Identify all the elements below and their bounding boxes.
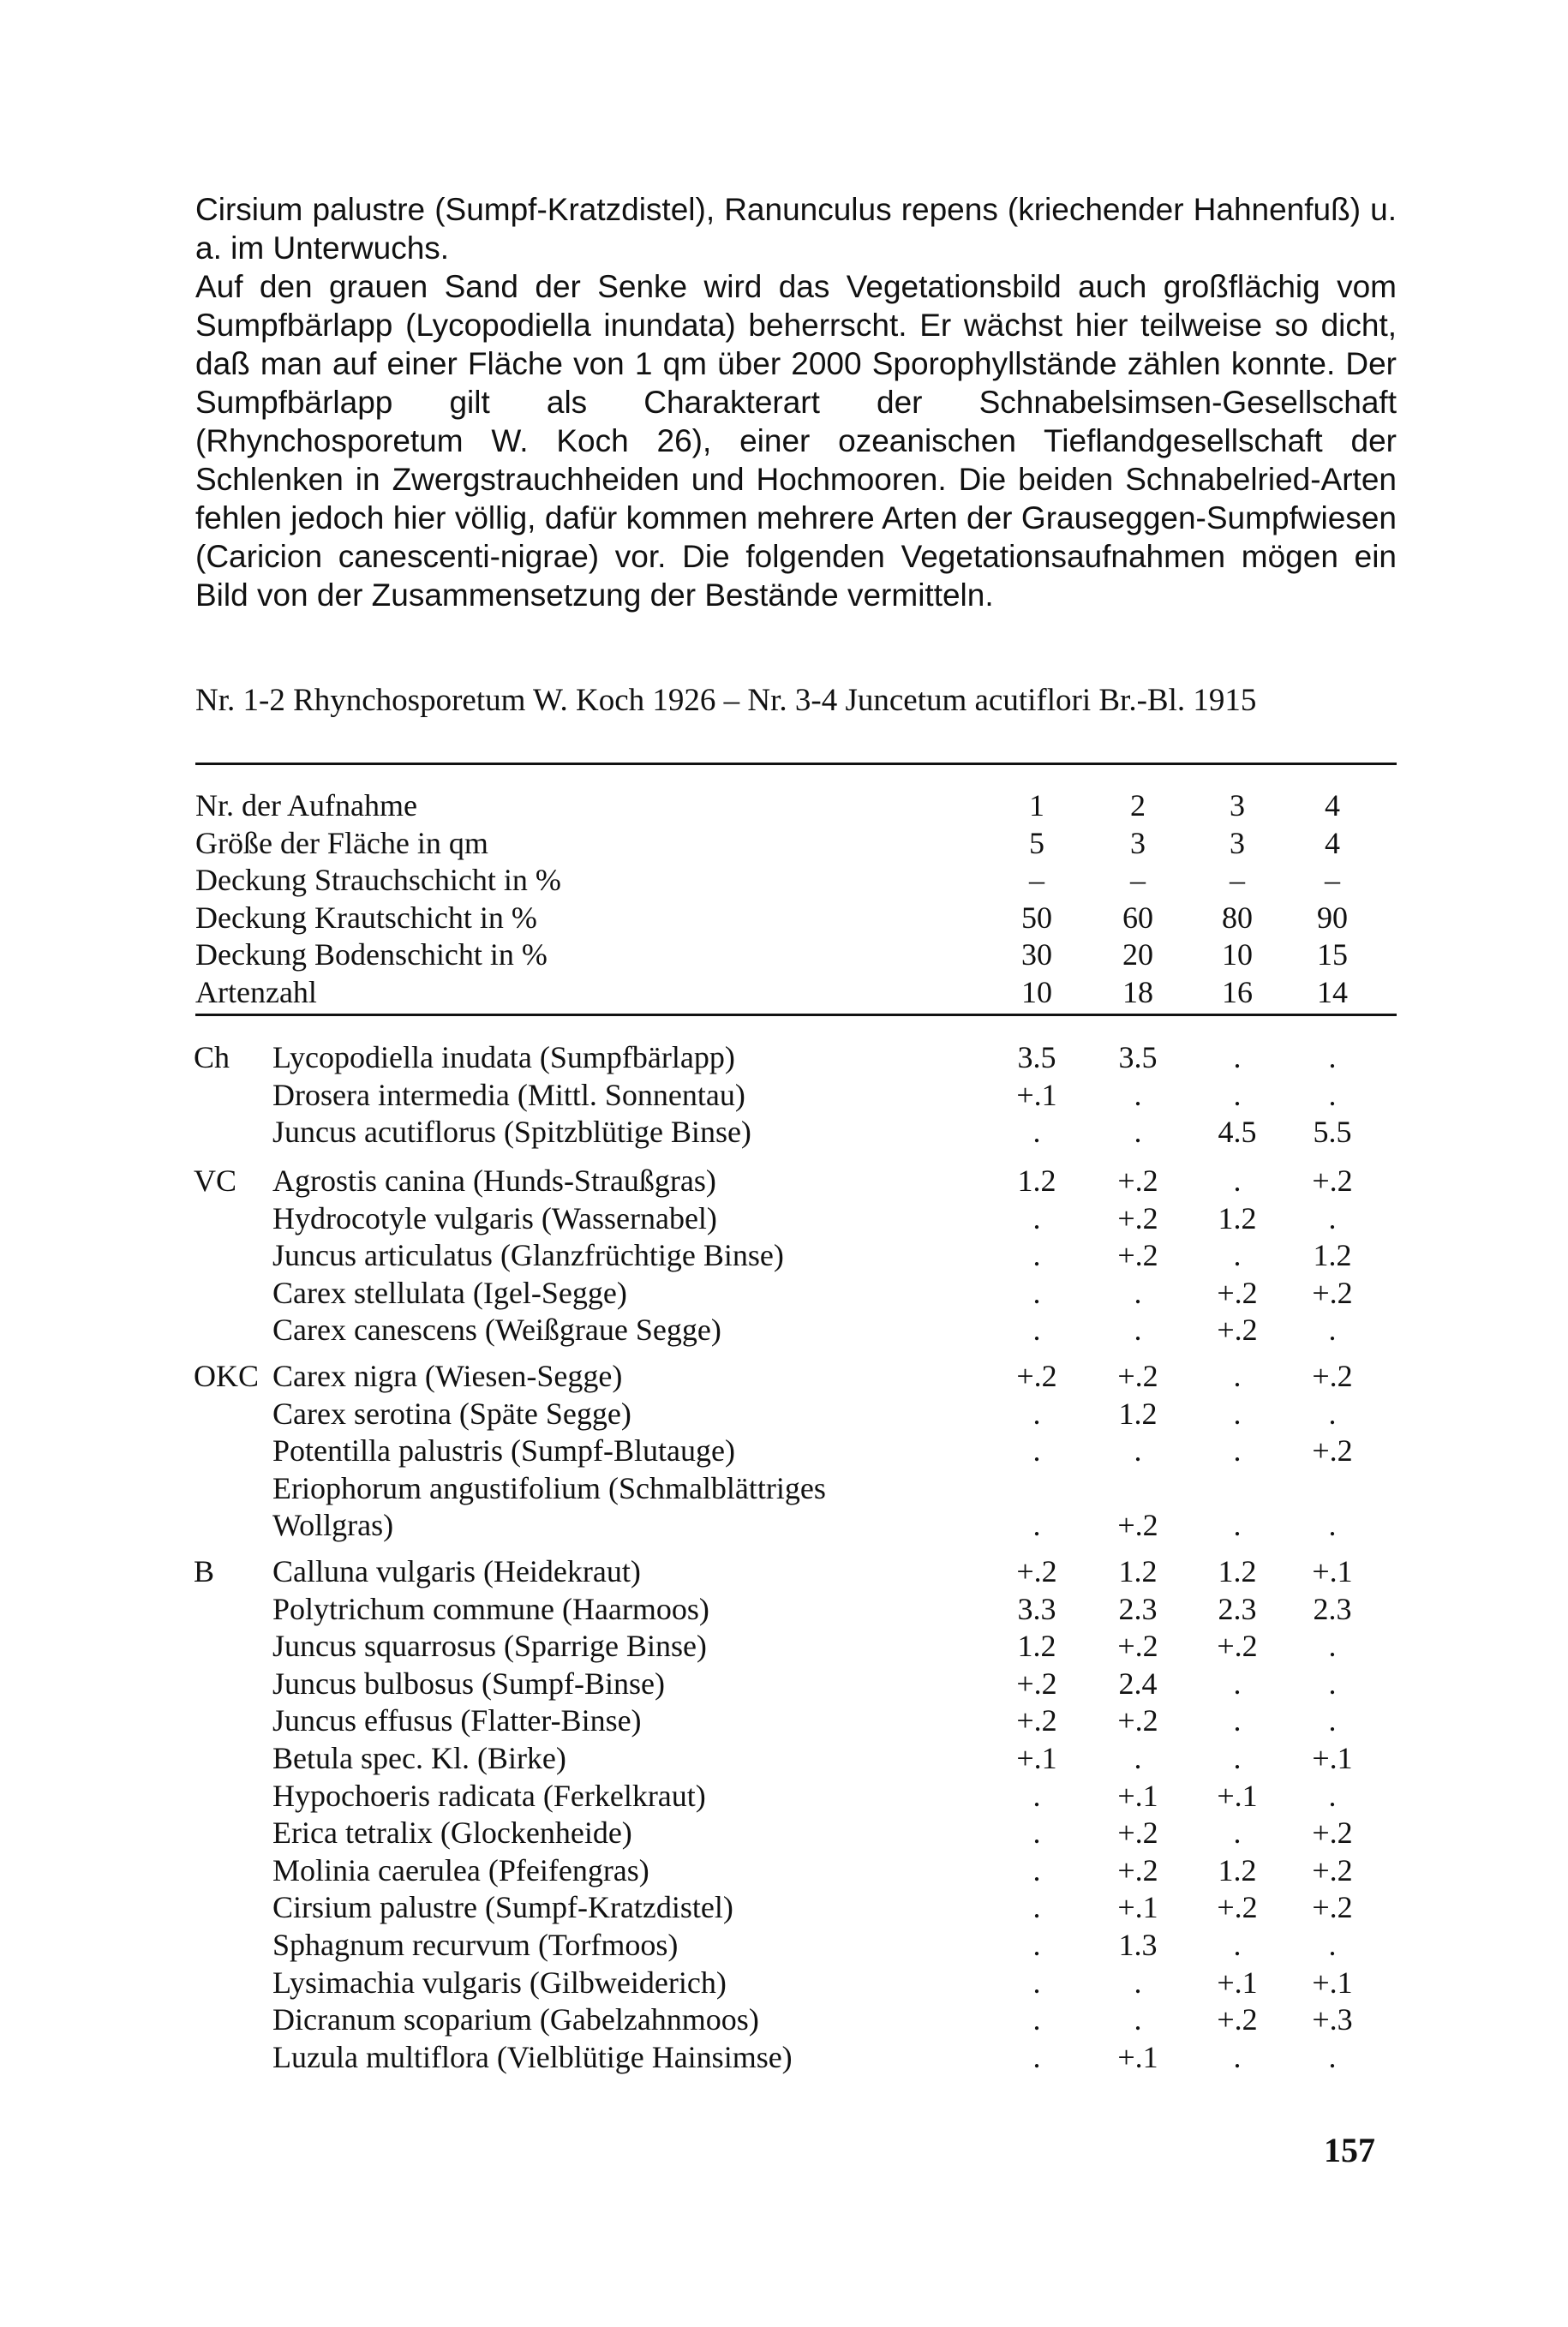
cover-value: 3.3 [1017, 1591, 1056, 1626]
header-label: Größe der Fläche in qm [195, 825, 488, 860]
header-value: 10 [1021, 974, 1052, 1009]
species-row [0, 1395, 1568, 1433]
cover-value: . [1328, 1200, 1337, 1235]
cover-value: . [1032, 1928, 1041, 1962]
cover-value: . [1032, 1396, 1041, 1431]
species-name: Lysimachia vulgaris (Gilbweiderich) [272, 1965, 727, 2000]
cover-value: 1.2 [1313, 1238, 1352, 1273]
cover-value: . [1328, 1928, 1337, 1962]
cover-value: +.2 [1016, 1703, 1057, 1738]
cover-value: . [1032, 1778, 1041, 1813]
header-value: – [1230, 863, 1245, 897]
species-name: Cirsium palustre (Sumpf-Kratzdistel) [272, 1890, 733, 1925]
species-name: Hydrocotyle vulgaris (Wassernabel) [272, 1200, 717, 1235]
header-value: 90 [1317, 900, 1348, 935]
cover-value: . [1328, 1703, 1337, 1738]
species-row [0, 1590, 1568, 1628]
group-code: B [194, 1554, 215, 1588]
cover-value: 2.3 [1313, 1591, 1352, 1626]
cover-value: . [1032, 1852, 1041, 1887]
cover-value: . [1233, 1433, 1242, 1469]
species-row [0, 1311, 1568, 1349]
cover-value: 1.2 [1218, 1852, 1257, 1887]
cover-value: +.2 [1217, 1313, 1258, 1348]
cover-value: +.1 [1117, 1890, 1158, 1925]
cover-value: 1.2 [1017, 1164, 1056, 1198]
cover-value: +.2 [1312, 1359, 1353, 1393]
cover-value: +.2 [1117, 1238, 1158, 1273]
cover-value: . [1233, 1666, 1242, 1701]
header-value: 3 [1130, 825, 1146, 860]
cover-value: . [1233, 1040, 1242, 1074]
header-value: 1 [1029, 788, 1044, 823]
species-row [0, 1627, 1568, 1665]
species-name: Agrostis canina (Hunds-Straußgras) [272, 1164, 716, 1198]
species-row [0, 1469, 1568, 1507]
species-row [0, 1888, 1568, 1926]
species-name: Eriophorum angustifolium (Schmalblättriges [272, 1470, 826, 1505]
cover-value: +.2 [1217, 2002, 1258, 2037]
header-label: Deckung Strauchschicht in % [195, 863, 561, 897]
cover-value: +.2 [1217, 1890, 1258, 1925]
cover-value: 1.2 [1118, 1554, 1158, 1588]
paragraph: Cirsium palustre (Sumpf-Kratzdistel), Ranunculus repens (kriechender Hahnenfuß) u. a. im Unterwuchs. [195, 192, 1397, 266]
species-name: Lycopodiella inudata (Sumpfbärlapp) [272, 1040, 735, 1074]
cover-value: 1.2 [1218, 1554, 1257, 1588]
group-code: VC [194, 1164, 237, 1198]
body-text [195, 190, 1397, 614]
species-row [0, 1964, 1568, 2001]
cover-value: +.2 [1016, 1359, 1057, 1393]
cover-value: . [1328, 1666, 1337, 1701]
species-name: Juncus acutiflorus (Spitzblütige Binse) [272, 1115, 751, 1150]
species-row [0, 1113, 1568, 1151]
species-name: Juncus squarrosus (Sparrige Binse) [272, 1629, 707, 1664]
cover-value: . [1233, 1928, 1242, 1962]
species-row [0, 1162, 1568, 1199]
cover-value: 2.3 [1218, 1591, 1257, 1626]
cover-value: . [1032, 2002, 1041, 2037]
page-number: 157 [1324, 2131, 1375, 2169]
cover-value: . [1328, 1313, 1337, 1348]
group-code: OKC [194, 1359, 260, 1393]
cover-value: 1.3 [1118, 1928, 1158, 1962]
cover-value: +.2 [1117, 1816, 1158, 1851]
cover-value: . [1233, 1396, 1242, 1431]
cover-value: . [1233, 1816, 1242, 1851]
cover-value: +.1 [1217, 1965, 1258, 2000]
species-row [0, 1739, 1568, 1777]
cover-value: +.2 [1117, 1852, 1158, 1887]
cover-value: +.2 [1117, 1703, 1158, 1738]
header-value: 60 [1122, 900, 1153, 935]
cover-value: . [1233, 1703, 1242, 1738]
species-name: Drosera intermedia (Mittl. Sonnentau) [272, 1077, 745, 1112]
cover-value: +.2 [1312, 1816, 1353, 1851]
header-row [0, 861, 1568, 899]
species-name: Juncus bulbosus (Sumpf-Binse) [272, 1666, 665, 1701]
species-row [0, 1432, 1568, 1469]
cover-value: 5.5 [1313, 1115, 1352, 1150]
header-label: Artenzahl [195, 974, 317, 1009]
header-value: 14 [1317, 974, 1348, 1009]
species-row [0, 1926, 1568, 1964]
cover-value: . [1233, 1359, 1242, 1393]
group-code: Ch [194, 1040, 230, 1074]
header-value: 50 [1021, 900, 1052, 935]
cover-value: . [1134, 1313, 1142, 1348]
species-row [0, 1274, 1568, 1312]
species-row [0, 2001, 1568, 2038]
header-value: 80 [1222, 900, 1253, 935]
header-value: 18 [1122, 974, 1153, 1009]
cover-value: . [1233, 1741, 1242, 1775]
species-row [0, 1814, 1568, 1851]
header-row [0, 824, 1568, 862]
cover-value: . [1032, 2039, 1041, 2074]
cover-value: +.1 [1016, 1741, 1057, 1775]
species-name: Potentilla palustris (Sumpf-Blutauge) [272, 1433, 735, 1469]
header-value: – [1029, 863, 1044, 897]
species-name: Sphagnum recurvum (Torfmoos) [272, 1928, 679, 1962]
cover-value: 3.5 [1017, 1040, 1056, 1074]
cover-value: +.2 [1217, 1629, 1258, 1664]
paragraph: Auf den grauen Sand der Senke wird das Vegetationsbild auch großflächig vom Sumpfbärlapp (Lycopodiella inundata) beherrscht. Er wächst hier teilweise so dicht, daß man auf einer Fläche von 1 qm über 2000 Sporophyllstände zählen konnte. Der Sumpfbärlapp gilt als Charakterart der Schnabelsimsen-Gesellschaft (Rhynchosporetum W. Koch 26), einer ozeanischen Tieflandgesellschaft der Schlenken in Zwergstrauchheiden und Hochmooren. Die beiden Schnabelried-Arten fehlen jedoch hier völlig, dafür kommen mehrere Arten der Grauseggen-Sumpfwiesen (Caricion canescenti-nigrae) vor. Die folgenden Vegetationsaufnahmen mögen ein Bild von der Zusammensetzung der Bestände vermitteln. [195, 269, 1397, 613]
cover-value: . [1032, 1508, 1041, 1543]
cover-value: +.2 [1312, 1164, 1353, 1198]
cover-value: . [1328, 1040, 1337, 1074]
cover-value: . [1233, 2039, 1242, 2074]
header-row [0, 899, 1568, 936]
cover-value: 3.5 [1118, 1040, 1158, 1074]
header-row [0, 787, 1568, 824]
cover-value: . [1328, 1077, 1337, 1112]
cover-value: 1.2 [1118, 1396, 1158, 1431]
cover-value: . [1134, 1275, 1142, 1310]
species-row [0, 1777, 1568, 1815]
species-row [0, 1851, 1568, 1889]
table-top-rule [195, 763, 1397, 765]
cover-value: +.2 [1117, 1164, 1158, 1198]
cover-value: 2.4 [1118, 1666, 1158, 1701]
header-value: 3 [1230, 825, 1245, 860]
cover-value: +.1 [1312, 1965, 1353, 2000]
species-name: Carex serotina (Späte Segge) [272, 1396, 631, 1431]
cover-value: +.3 [1312, 2002, 1353, 2037]
species-name: Carex nigra (Wiesen-Segge) [272, 1359, 623, 1393]
header-value: 3 [1230, 788, 1245, 823]
cover-value: . [1032, 1433, 1041, 1469]
cover-value: +.2 [1117, 1629, 1158, 1664]
species-name: Betula spec. Kl. (Birke) [272, 1741, 566, 1775]
header-value: 4 [1325, 825, 1340, 860]
species-row [0, 1038, 1568, 1076]
cover-value: +.2 [1312, 1433, 1353, 1469]
header-value: 10 [1222, 937, 1253, 972]
species-name: Erica tetralix (Glockenheide) [272, 1816, 632, 1851]
cover-value: . [1328, 1778, 1337, 1813]
species-name: Luzula multiflora (Vielblütige Hainsimse) [272, 2039, 793, 2074]
cover-value: 1.2 [1218, 1200, 1257, 1235]
species-name: Molinia caerulea (Pfeifengras) [272, 1852, 649, 1887]
cover-value: . [1134, 1741, 1142, 1775]
cover-value: . [1134, 1965, 1142, 2000]
table-caption: Nr. 1-2 Rhynchosporetum W. Koch 1926 – Nr. 3-4 Juncetum acutiflori Br.-Bl. 1915 [195, 683, 1257, 718]
species-row [0, 1702, 1568, 1739]
cover-value: . [1233, 1077, 1242, 1112]
header-value: 5 [1029, 825, 1044, 860]
cover-value: +.2 [1117, 1359, 1158, 1393]
cover-value: +.1 [1117, 2039, 1158, 2074]
cover-value: . [1134, 1433, 1142, 1469]
cover-value: . [1328, 1508, 1337, 1543]
header-label: Deckung Bodenschicht in % [195, 937, 548, 972]
cover-value: . [1134, 2002, 1142, 2037]
species-name: Dicranum scoparium (Gabelzahnmoos) [272, 2002, 759, 2037]
species-row [0, 1236, 1568, 1274]
cover-value: . [1032, 1238, 1041, 1273]
header-row [0, 936, 1568, 973]
header-value: – [1130, 863, 1146, 897]
cover-value: . [1328, 1629, 1337, 1664]
header-row [0, 973, 1568, 1011]
species-row [0, 1076, 1568, 1114]
cover-value: +.2 [1312, 1852, 1353, 1887]
cover-value: +.1 [1217, 1778, 1258, 1813]
header-value: 16 [1222, 974, 1253, 1009]
cover-value: . [1233, 1238, 1242, 1273]
cover-value: +.2 [1312, 1275, 1353, 1310]
cover-value: +.1 [1312, 1741, 1353, 1775]
cover-value: . [1233, 1164, 1242, 1198]
cover-value: +.2 [1016, 1666, 1057, 1701]
species-name: Juncus articulatus (Glanzfrüchtige Binse) [272, 1238, 784, 1273]
species-name: Calluna vulgaris (Heidekraut) [272, 1554, 641, 1588]
header-value: – [1325, 863, 1340, 897]
header-label: Nr. der Aufnahme [195, 788, 417, 823]
species-name: Carex stellulata (Igel-Segge) [272, 1275, 627, 1310]
cover-value: +.2 [1016, 1554, 1057, 1588]
cover-value: . [1032, 1890, 1041, 1925]
species-row [0, 2038, 1568, 2076]
header-value: 20 [1122, 937, 1153, 972]
cover-value: . [1032, 1115, 1041, 1150]
cover-value: . [1328, 2039, 1337, 2074]
cover-value: +.1 [1312, 1554, 1353, 1588]
cover-value: . [1032, 1965, 1041, 2000]
header-label: Deckung Krautschicht in % [195, 900, 537, 935]
cover-value: +.2 [1117, 1508, 1158, 1543]
cover-value: +.1 [1016, 1077, 1057, 1112]
cover-value: . [1328, 1396, 1337, 1431]
cover-value: +.2 [1117, 1200, 1158, 1235]
species-name: Hypochoeris radicata (Ferkelkraut) [272, 1778, 706, 1813]
species-name: Juncus effusus (Flatter-Binse) [272, 1703, 642, 1738]
cover-value: 2.3 [1118, 1591, 1158, 1626]
header-value: 30 [1021, 937, 1052, 972]
cover-value: +.2 [1312, 1890, 1353, 1925]
cover-value: . [1032, 1275, 1041, 1310]
cover-value: . [1032, 1816, 1041, 1851]
cover-value: . [1134, 1115, 1142, 1150]
cover-value: . [1032, 1313, 1041, 1348]
header-value: 2 [1130, 788, 1146, 823]
cover-value: . [1032, 1200, 1041, 1235]
cover-value: 1.2 [1017, 1629, 1056, 1664]
species-name-continuation: Wollgras) [272, 1508, 394, 1543]
header-value: 15 [1317, 937, 1348, 972]
cover-value: 4.5 [1218, 1115, 1257, 1150]
species-row [0, 1665, 1568, 1702]
species-row [0, 1552, 1568, 1590]
cover-value: . [1233, 1508, 1242, 1543]
cover-value: . [1134, 1077, 1142, 1112]
cover-value: +.1 [1117, 1778, 1158, 1813]
species-row-continuation [0, 1506, 1568, 1544]
header-value: 4 [1325, 788, 1340, 823]
species-name: Polytrichum commune (Haarmoos) [272, 1591, 709, 1626]
species-row [0, 1199, 1568, 1237]
species-row [0, 1357, 1568, 1395]
species-name: Carex canescens (Weißgraue Segge) [272, 1313, 721, 1348]
cover-value: +.2 [1217, 1275, 1258, 1310]
table-header-rule [195, 1014, 1397, 1016]
